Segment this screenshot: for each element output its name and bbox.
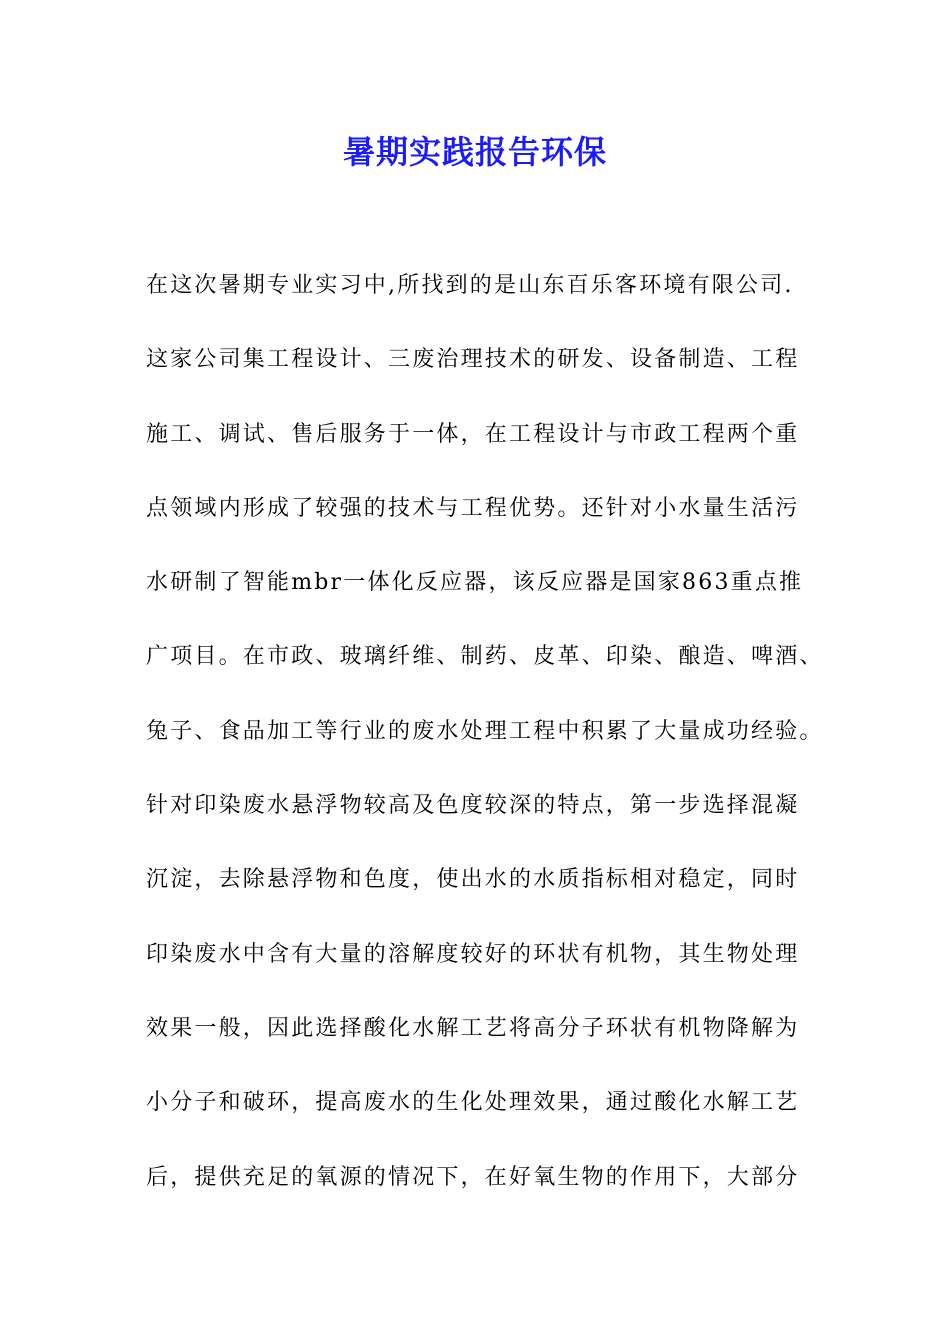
document-title: 暑期实践报告环保: [342, 133, 607, 171]
body-line: 小分子和破环，提高废水的生化处理效果，通过酸化水解工艺: [146, 1090, 800, 1116]
body-line: 针对印染废水悬浮物较高及色度较深的特点，第一步选择混凝: [146, 793, 800, 819]
body-line: 印染废水中含有大量的溶解度较好的环状有机物，其生物处理: [146, 941, 800, 967]
body-line: 施工、调试、售后服务于一体，在工程设计与市政工程两个重: [146, 421, 800, 447]
body-line: 沉淀，去除悬浮物和色度，使出水的水质指标相对稳定，同时: [146, 867, 800, 893]
body-line: 点领域内形成了较强的技术与工程优势。还针对小水量生活污: [146, 495, 800, 521]
body-line: 这家公司集工程设计、三废治理技术的研发、设备制造、工程: [146, 347, 800, 373]
body-line: 后，提供充足的氧源的情况下，在好氧生物的作用下，大部分: [146, 1164, 800, 1190]
body-line: 广项目。在市政、玻璃纤维、制药、皮革、印染、酿造、啤酒、: [146, 644, 824, 670]
body-line: 效果一般，因此选择酸化水解工艺将高分子环状有机物降解为: [146, 1015, 800, 1041]
document-body: [146, 266, 824, 1232]
body-line: 在这次暑期专业实习中,所找到的是山东百乐客环境有限公司.: [146, 273, 794, 298]
body-line: 兔子、食品加工等行业的废水处理工程中积累了大量成功经验。: [146, 718, 824, 744]
body-line: 水研制了智能mbr一体化反应器，该反应器是国家863重点推: [146, 570, 804, 596]
